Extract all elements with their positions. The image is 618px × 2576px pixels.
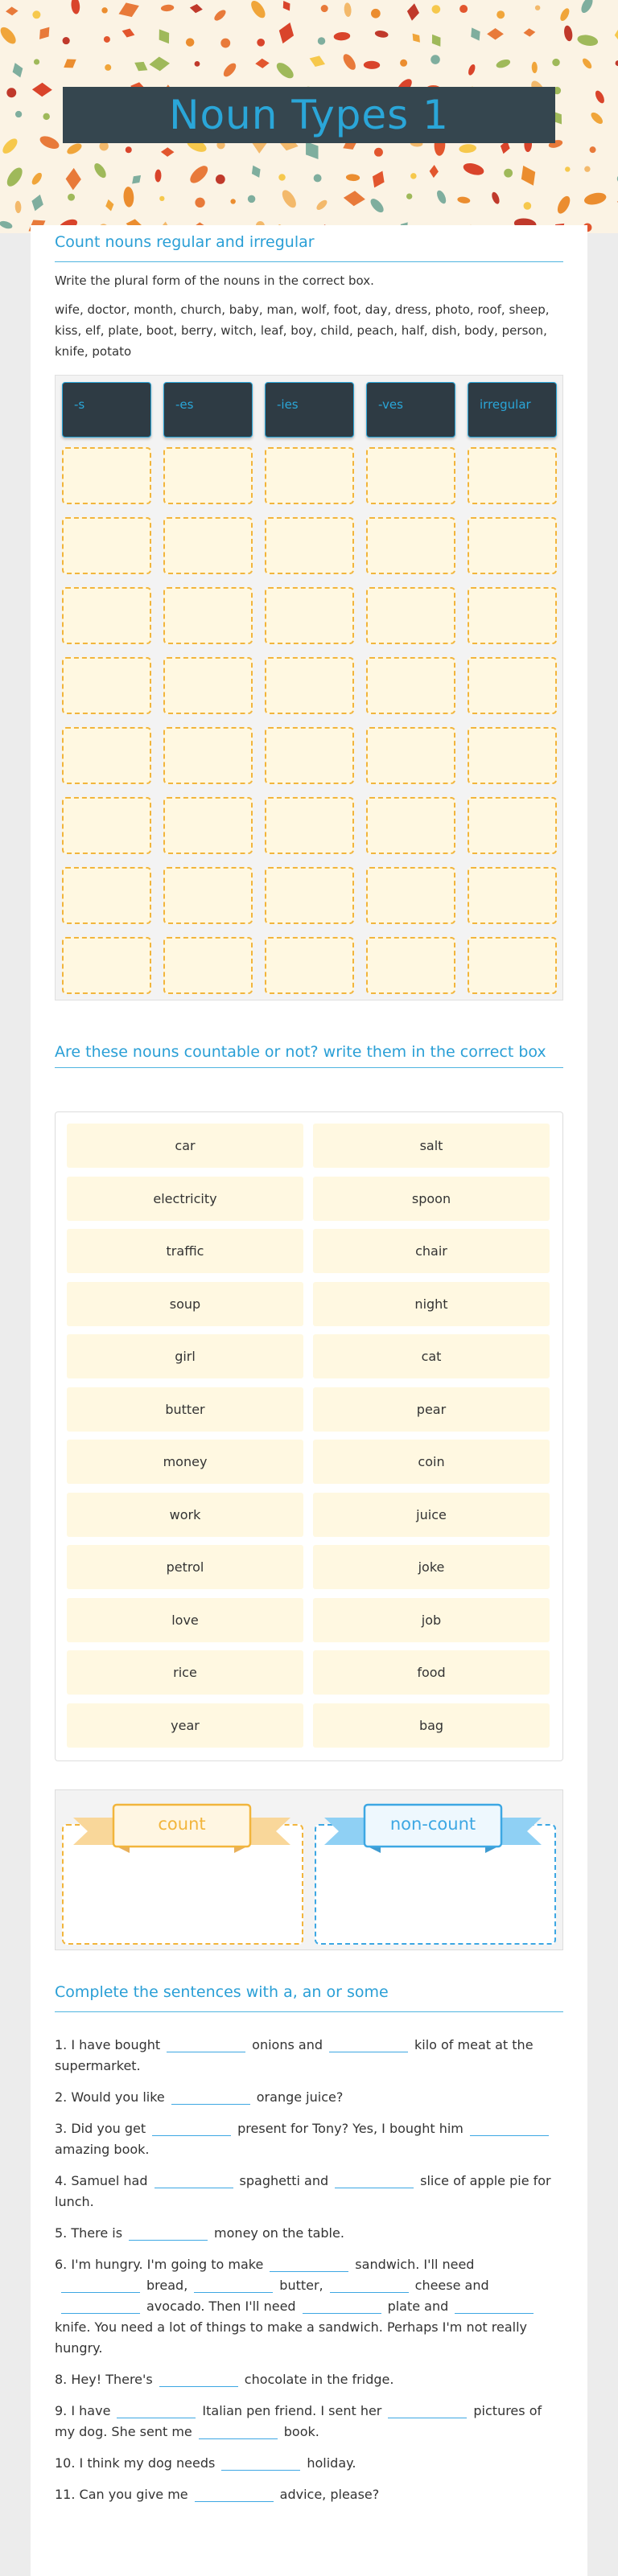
answer-blank-input[interactable] (195, 2486, 274, 2502)
section1-title: Count nouns regular and irregular (55, 230, 563, 262)
answer-blank-input[interactable] (171, 2089, 250, 2105)
word-card[interactable]: night (313, 1282, 550, 1326)
answer-blank-input[interactable] (61, 2277, 140, 2293)
sentence-text: butter, (279, 2278, 323, 2293)
answer-cell-es-2[interactable] (163, 517, 253, 574)
sentence-text: book. (283, 2424, 319, 2439)
answer-cell-ves-8[interactable] (366, 937, 455, 994)
worksheet-page (31, 225, 587, 2576)
word-card[interactable]: butter (67, 1387, 303, 1432)
sentence-item (55, 2223, 563, 2244)
word-card[interactable]: electricity (67, 1177, 303, 1221)
answer-cell-ies-8[interactable] (265, 937, 354, 994)
sentence-text: chocolate in the fridge. (244, 2372, 394, 2387)
sentence-text: pictures of my dog. She sent me (55, 2403, 542, 2439)
word-card[interactable]: soup (67, 1282, 303, 1326)
sentence-list (55, 2035, 563, 2516)
answer-blank-input[interactable] (455, 2298, 534, 2314)
column-header-es: -es (163, 382, 253, 438)
title-box (63, 87, 555, 143)
answer-cell-s-5[interactable] (62, 727, 151, 784)
answer-cell-ies-7[interactable] (265, 867, 354, 924)
sentence-text: plate and (387, 2299, 449, 2314)
word-card[interactable]: love (67, 1598, 303, 1642)
answer-blank-input[interactable] (129, 2225, 208, 2241)
sentence-item (55, 2453, 563, 2474)
word-card[interactable]: salt (313, 1124, 550, 1168)
sentence-text: 1. I have bought (55, 2037, 161, 2052)
sentence-item (55, 2118, 563, 2160)
answer-blank-input[interactable] (270, 2256, 348, 2272)
word-card[interactable]: cat (313, 1334, 550, 1378)
answer-blank-input[interactable] (335, 2172, 414, 2188)
word-card[interactable]: girl (67, 1334, 303, 1378)
answer-blank-input[interactable] (61, 2298, 140, 2314)
sort-panel (55, 1789, 563, 1950)
section2-title: Are these nouns countable or not? write them in the correct box (55, 1040, 563, 1068)
answer-blank-input[interactable] (470, 2120, 549, 2136)
sentence-text: 6. I'm hungry. I'm going to make (55, 2257, 264, 2272)
word-card[interactable]: traffic (67, 1229, 303, 1273)
sentence-text: Italian pen friend. I sent her (202, 2403, 382, 2418)
answer-cell-es-6[interactable] (163, 797, 253, 854)
sentence-text: 2. Would you like (55, 2089, 165, 2105)
sentence-text: sandwich. I'll need (355, 2257, 475, 2272)
answer-blank-input[interactable] (388, 2402, 467, 2418)
word-card[interactable]: food (313, 1650, 550, 1695)
answer-cell-ves-7[interactable] (366, 867, 455, 924)
sentence-item (55, 2484, 563, 2505)
page-title: Noun Types 1 (169, 92, 449, 138)
answer-cell-ies-1[interactable] (265, 447, 354, 504)
sentence-text: cheese and (414, 2278, 489, 2293)
column-header-ves: -ves (366, 382, 455, 438)
word-card[interactable]: coin (313, 1440, 550, 1484)
answer-blank-input[interactable] (199, 2423, 278, 2439)
sentence-text: 4. Samuel had (55, 2173, 148, 2188)
sentence-text: 9. I have (55, 2403, 111, 2418)
word-card[interactable]: joke (313, 1545, 550, 1589)
answer-cell-irregular-4[interactable] (468, 657, 557, 714)
answer-cell-ves-3[interactable] (366, 587, 455, 644)
answer-cell-es-4[interactable] (163, 657, 253, 714)
answer-blank-input[interactable] (194, 2277, 273, 2293)
answer-blank-input[interactable] (117, 2402, 196, 2418)
answer-cell-ves-6[interactable] (366, 797, 455, 854)
answer-blank-input[interactable] (303, 2298, 381, 2314)
sentence-text: 11. Can you give me (55, 2487, 188, 2502)
answer-cell-s-6[interactable] (62, 797, 151, 854)
answer-cell-irregular-6[interactable] (468, 797, 557, 854)
word-card[interactable]: money (67, 1440, 303, 1484)
sentence-text: present for Tony? Yes, I bought him (237, 2121, 464, 2136)
sentence-text: 10. I think my dog needs (55, 2455, 216, 2471)
sentence-text: spaghetti and (239, 2173, 329, 2188)
word-card[interactable]: pear (313, 1387, 550, 1432)
section3-title: Complete the sentences with a, an or some (55, 1980, 563, 2012)
answer-cell-ies-2[interactable] (265, 517, 354, 574)
answer-cell-ies-5[interactable] (265, 727, 354, 784)
answer-cell-ies-3[interactable] (265, 587, 354, 644)
sentence-text: knife. You need a lot of things to make a sandwich. Perhaps I'm not really hungry. (55, 2319, 527, 2356)
answer-cell-s-4[interactable] (62, 657, 151, 714)
word-card[interactable]: year (67, 1703, 303, 1748)
sentence-text: 5. There is (55, 2225, 123, 2241)
word-card[interactable]: job (313, 1598, 550, 1642)
answer-blank-input[interactable] (221, 2455, 300, 2471)
answer-cell-ves-2[interactable] (366, 517, 455, 574)
sentence-item (55, 2254, 563, 2359)
sentence-text: orange juice? (256, 2089, 344, 2105)
answer-blank-input[interactable] (159, 2371, 238, 2387)
word-card[interactable]: rice (67, 1650, 303, 1695)
word-card[interactable]: juice (313, 1493, 550, 1537)
sentence-text: 8. Hey! There's (55, 2372, 153, 2387)
sentence-item (55, 2035, 563, 2077)
answer-cell-es-1[interactable] (163, 447, 253, 504)
sentence-item (55, 2171, 563, 2212)
answer-cell-irregular-2[interactable] (468, 517, 557, 574)
section1-instruction: Write the plural form of the nouns in the correct box. (55, 273, 374, 288)
answer-cell-es-7[interactable] (163, 867, 253, 924)
section1-word-list: wife, doctor, month, church, baby, man, wolf, foot, day, dress, photo, roof, sheep, kiss, elf, plate, boot, berry, witch, leaf, boy, child, peach, half, dish, body, person, knife, potato (55, 302, 550, 359)
word-card[interactable]: car (67, 1124, 303, 1168)
plural-table (55, 375, 563, 1000)
word-card[interactable]: chair (313, 1229, 550, 1273)
sentence-text: bread, (146, 2278, 188, 2293)
sentence-item (55, 2369, 563, 2390)
answer-cell-es-3[interactable] (163, 587, 253, 644)
column-header-irregular: irregular (468, 382, 557, 438)
answer-cell-irregular-5[interactable] (468, 727, 557, 784)
answer-cell-s-7[interactable] (62, 867, 151, 924)
column-header-s: -s (62, 382, 151, 438)
noncount-label: non-count (389, 1814, 476, 1834)
answer-cell-es-5[interactable] (163, 727, 253, 784)
answer-cell-ies-4[interactable] (265, 657, 354, 714)
answer-cell-irregular-7[interactable] (468, 867, 557, 924)
word-card[interactable]: work (67, 1493, 303, 1537)
count-label: count (158, 1814, 206, 1834)
answer-cell-s-3[interactable] (62, 587, 151, 644)
answer-cell-ves-1[interactable] (366, 447, 455, 504)
sentence-text: money on the table. (214, 2225, 344, 2241)
sentence-text: amazing book. (55, 2142, 150, 2157)
answer-cell-ves-4[interactable] (366, 657, 455, 714)
answer-cell-s-1[interactable] (62, 447, 151, 504)
header-banner (0, 0, 618, 233)
word-bank (55, 1111, 563, 1761)
sentence-item (55, 2087, 563, 2108)
sentence-text: advice, please? (279, 2487, 380, 2502)
sentence-text: slice of apple pie for lunch. (55, 2173, 551, 2209)
answer-cell-irregular-1[interactable] (468, 447, 557, 504)
word-card[interactable]: bag (313, 1703, 550, 1748)
answer-cell-es-8[interactable] (163, 937, 253, 994)
answer-cell-irregular-3[interactable] (468, 587, 557, 644)
word-card[interactable]: petrol (67, 1545, 303, 1589)
sentence-text: holiday. (307, 2455, 356, 2471)
answer-cell-ves-5[interactable] (366, 727, 455, 784)
answer-blank-input[interactable] (167, 2036, 245, 2052)
answer-blank-input[interactable] (152, 2120, 231, 2136)
word-card[interactable]: spoon (313, 1177, 550, 1221)
sentence-text: onions and (252, 2037, 323, 2052)
column-header-ies: -ies (265, 382, 354, 438)
answer-blank-input[interactable] (330, 2277, 409, 2293)
sentence-item (55, 2401, 563, 2442)
answer-blank-input[interactable] (329, 2036, 408, 2052)
sentence-text: kilo of meat at the supermarket. (55, 2037, 534, 2073)
answer-cell-irregular-8[interactable] (468, 937, 557, 994)
answer-blank-input[interactable] (154, 2172, 233, 2188)
answer-cell-s-2[interactable] (62, 517, 151, 574)
answer-cell-s-8[interactable] (62, 937, 151, 994)
sentence-text: avocado. Then I'll need (146, 2299, 296, 2314)
sentence-text: 3. Did you get (55, 2121, 146, 2136)
answer-cell-ies-6[interactable] (265, 797, 354, 854)
